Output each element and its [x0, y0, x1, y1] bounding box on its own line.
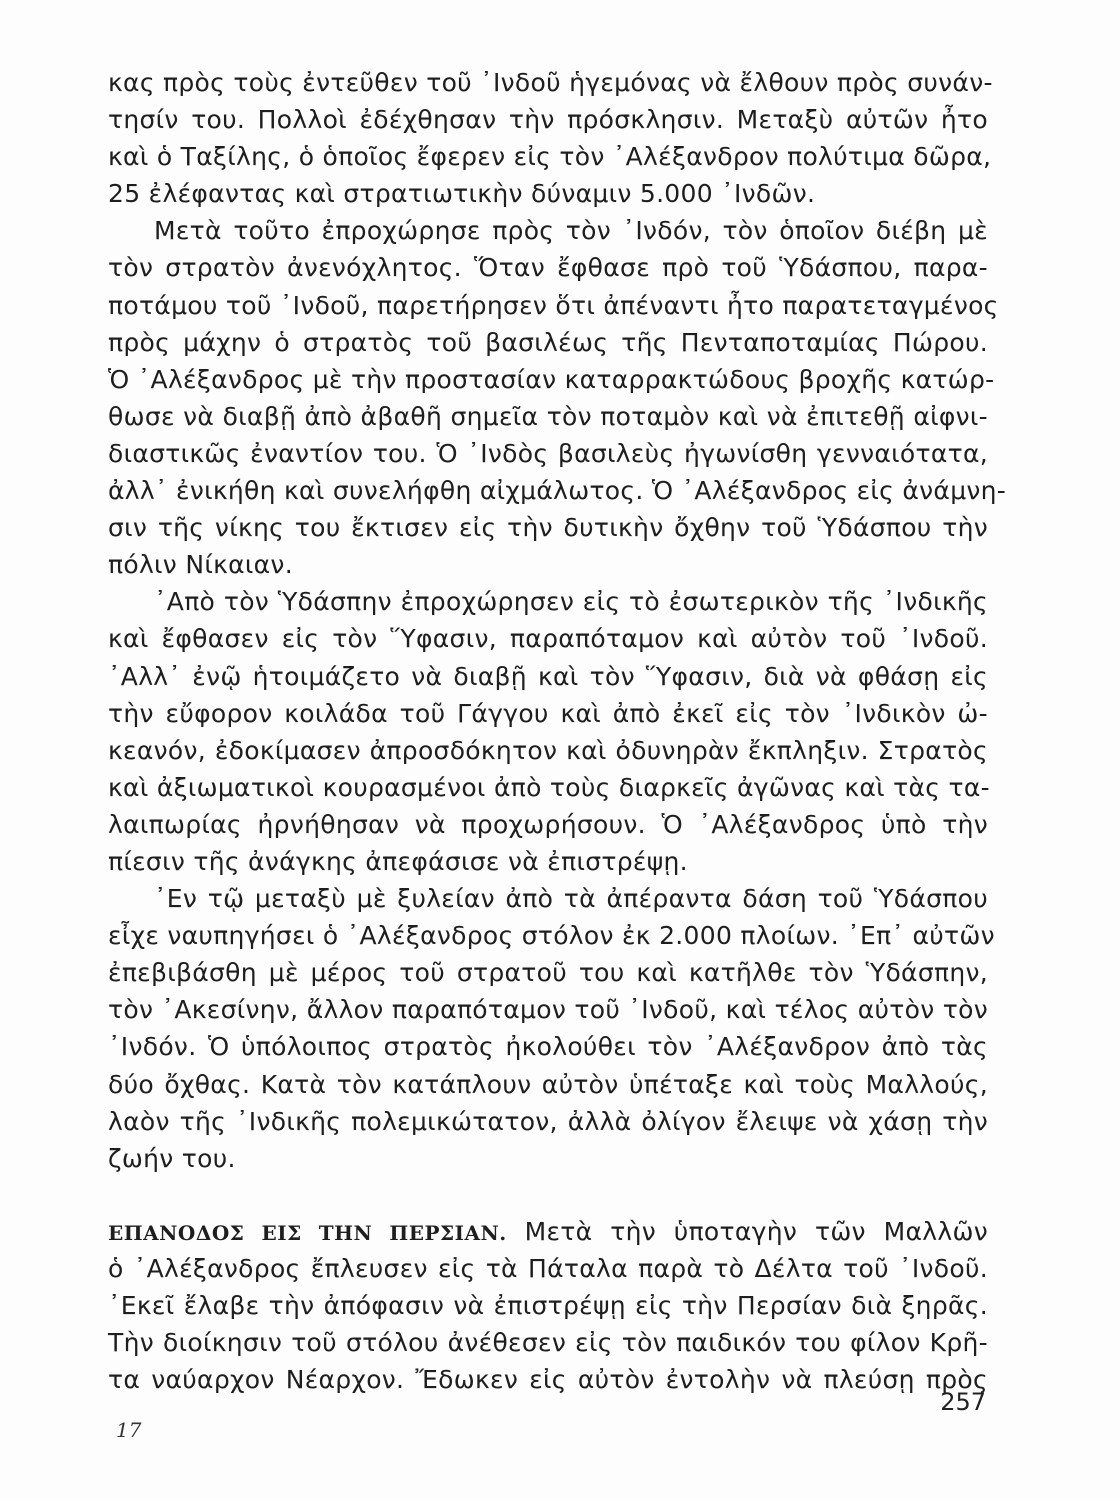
- text-line: ἀλλ᾿ ἐνικήθη καὶ συνελήφθη αἰχμάλωτος. Ὁ ᾿Αλέξανδρος εἰς ἀνάμνη-: [108, 476, 1007, 506]
- text-line: Μετὰ τοῦτο ἐπροχώρησε πρὸς τὸν ᾿Ινδόν, τὸν ὁποῖον διέβη μὲ: [154, 216, 988, 246]
- text-line: ᾿Απὸ τὸν Ὑδάσπην ἐπροχώρησεν εἰς τὸ ἐσωτερικὸν τῆς ᾿Ινδικῆς: [154, 587, 988, 617]
- text-line: ὁ ᾿Αλέξανδρος ἔπλευσεν εἰς τὰ Πάταλα παρὰ τὸ Δέλτα τοῦ ᾿Ινδοῦ.: [108, 1253, 988, 1283]
- text-line: τα ναύαρχον Νέαρχον. Ἔδωκεν εἰς αὐτὸν ἐντολὴν νὰ πλεύσῃ πρὸς: [108, 1365, 988, 1395]
- text-line: ζωήν του.: [108, 1143, 236, 1173]
- text-line: τησίν του. Πολλοὶ ἐδέχθησαν τὴν πρόσκλησιν. Μεταξὺ αὐτῶν ἦτο: [108, 105, 988, 135]
- text-line: πρὸς μάχην ὁ στρατὸς τοῦ βασιλέως τῆς Πενταποταμίας Πώρου.: [108, 327, 988, 357]
- text-line: τὸν στρατὸν ἀνενόχλητος. Ὅταν ἔφθασε πρὸ τοῦ Ὑδάσπου, παρα-: [108, 253, 988, 283]
- text-line: Τὴν διοίκησιν τοῦ στόλου ἀνέθεσεν εἰς τὸν παιδικόν του φίλον Κρῆ-: [108, 1328, 988, 1358]
- text-line: ἐπεβιβάσθη μὲ μέρος τοῦ στρατοῦ του καὶ κατῆλθε τὸν Ὑδάσπην,: [108, 958, 988, 988]
- section-heading: ΕΠΑΝΟΔΟΣ ΕΙΣ ΤΗΝ ΠΕΡΣΙΑΝ.: [108, 1220, 507, 1245]
- text-line: ᾿Εν τῷ μεταξὺ μὲ ξυλείαν ἀπὸ τὰ ἀπέραντα δάση τοῦ Ὑδάσπου: [154, 884, 988, 914]
- section-first-line-text: Μετὰ τὴν ὑποταγὴν τῶν Μαλλῶν: [524, 1216, 988, 1246]
- text-line: ᾿Ινδόν. Ὁ ὑπόλοιπος στρατὸς ἠκολούθει τὸν ᾿Αλέξανδρον ἀπὸ τὰς: [108, 1032, 988, 1062]
- text-line: διαστικῶς ἐναντίον του. Ὁ ᾿Ινδὸς βασιλεὺς ἠγωνίσθη γενναιότατα,: [108, 438, 988, 468]
- text-line: τὴν εὔφορον κοιλάδα τοῦ Γάγγου καὶ ἀπὸ ἐκεῖ εἰς τὸν ᾿Ινδικὸν ὠ-: [108, 698, 988, 728]
- text-line: εἶχε ναυπηγήσει ὁ ᾿Αλέξανδρος στόλον ἐκ 2.000 πλοίων. ᾿Επ᾿ αὐτῶν: [108, 921, 995, 951]
- text-line: πίεσιν τῆς ἀνάγκης ἀπεφάσισε νὰ ἐπιστρέψῃ.: [108, 846, 688, 876]
- text-line: ᾿Εκεῖ ἔλαβε τὴν ἀπόφασιν νὰ ἐπιστρέψῃ εἰς τὴν Περσίαν διὰ ξηρᾶς.: [108, 1291, 988, 1320]
- text-line: καὶ ἀξιωματικοὶ κουρασμένοι ἀπὸ τοὺς διαρκεῖς ἀγῶνας καὶ τὰς τα-: [108, 772, 990, 802]
- signature-mark: 17: [116, 1418, 142, 1442]
- text-line: ᾿Αλλ᾿ ἐνῷ ἡτοιμάζετο νὰ διαβῇ καὶ τὸν Ὕφασιν, διὰ νὰ φθάσῃ εἰς: [108, 661, 988, 691]
- text-line: καὶ ἔφθασεν εἰς τὸν Ὕφασιν, παραπόταμον καὶ αὐτὸν τοῦ ᾿Ινδοῦ.: [108, 624, 988, 654]
- text-line: κας πρὸς τοὺς ἐντεῦθεν τοῦ ᾿Ινδοῦ ἡγεμόνας νὰ ἔλθουν πρὸς συνάν-: [108, 68, 993, 97]
- paragraph-4: [108, 880, 995, 1177]
- page-number: 257: [940, 1388, 986, 1416]
- body-text: [108, 64, 1007, 1398]
- text-line: λαιπωρίας ἠρνήθησαν νὰ προχωρήσουν. Ὁ ᾿Αλέξανδρος ὑπὸ τὴν: [108, 809, 988, 839]
- section-return-to-persia: [108, 1213, 988, 1398]
- section-first-line: [108, 1213, 988, 1250]
- text-line: σιν τῆς νίκης του ἔκτισεν εἰς τὴν δυτικὴν ὄχθην τοῦ Ὑδάσπου τὴν: [108, 513, 988, 543]
- text-line: λαὸν τῆς ᾿Ινδικῆς πολεμικώτατον, ἀλλὰ ὀλίγον ἔλειψε νὰ χάσῃ τὴν: [108, 1106, 988, 1136]
- text-line: θωσε νὰ διαβῇ ἀπὸ ἀβαθῆ σημεῖα τὸν ποταμὸν καὶ νὰ ἐπιτεθῇ αἰφνι-: [108, 401, 988, 431]
- paragraph-2: [108, 212, 1007, 583]
- text-line: ποτάμου τοῦ ᾿Ινδοῦ, παρετήρησεν ὅτι ἀπέναντι ἦτο παρατεταγμένος: [108, 290, 999, 320]
- text-line: 25 ἐλέφαντας καὶ στρατιωτικὴν δύναμιν 5.000 ᾿Ινδῶν.: [108, 179, 816, 209]
- text-line: δύο ὄχθας. Κατὰ τὸν κατάπλουν αὐτὸν ὑπέταξε καὶ τοὺς Μαλλούς,: [108, 1069, 988, 1099]
- text-line: πόλιν Νίκαιαν.: [108, 550, 293, 580]
- text-line: τὸν ᾿Ακεσίνην, ἄλλον παραπόταμον τοῦ ᾿Ινδοῦ, καὶ τέλος αὐτὸν τὸν: [108, 995, 988, 1025]
- paragraph-3: [108, 583, 988, 880]
- text-line: Ὁ ᾿Αλέξανδρος μὲ τὴν προστασίαν καταρρακτώδους βροχῆς κατώρ-: [108, 364, 995, 394]
- text-line: κεανόν, ἐδοκίμασεν ἀπροσδόκητον καὶ ὀδυνηρὰν ἔκπληξιν. Στρατὸς: [108, 735, 988, 765]
- text-line: καὶ ὁ Ταξίλης, ὁ ὁποῖος ἔφερεν εἰς τὸν ᾿Αλέξανδρον πολύτιμα δῶρα,: [108, 142, 992, 172]
- paragraph-1: [108, 64, 993, 212]
